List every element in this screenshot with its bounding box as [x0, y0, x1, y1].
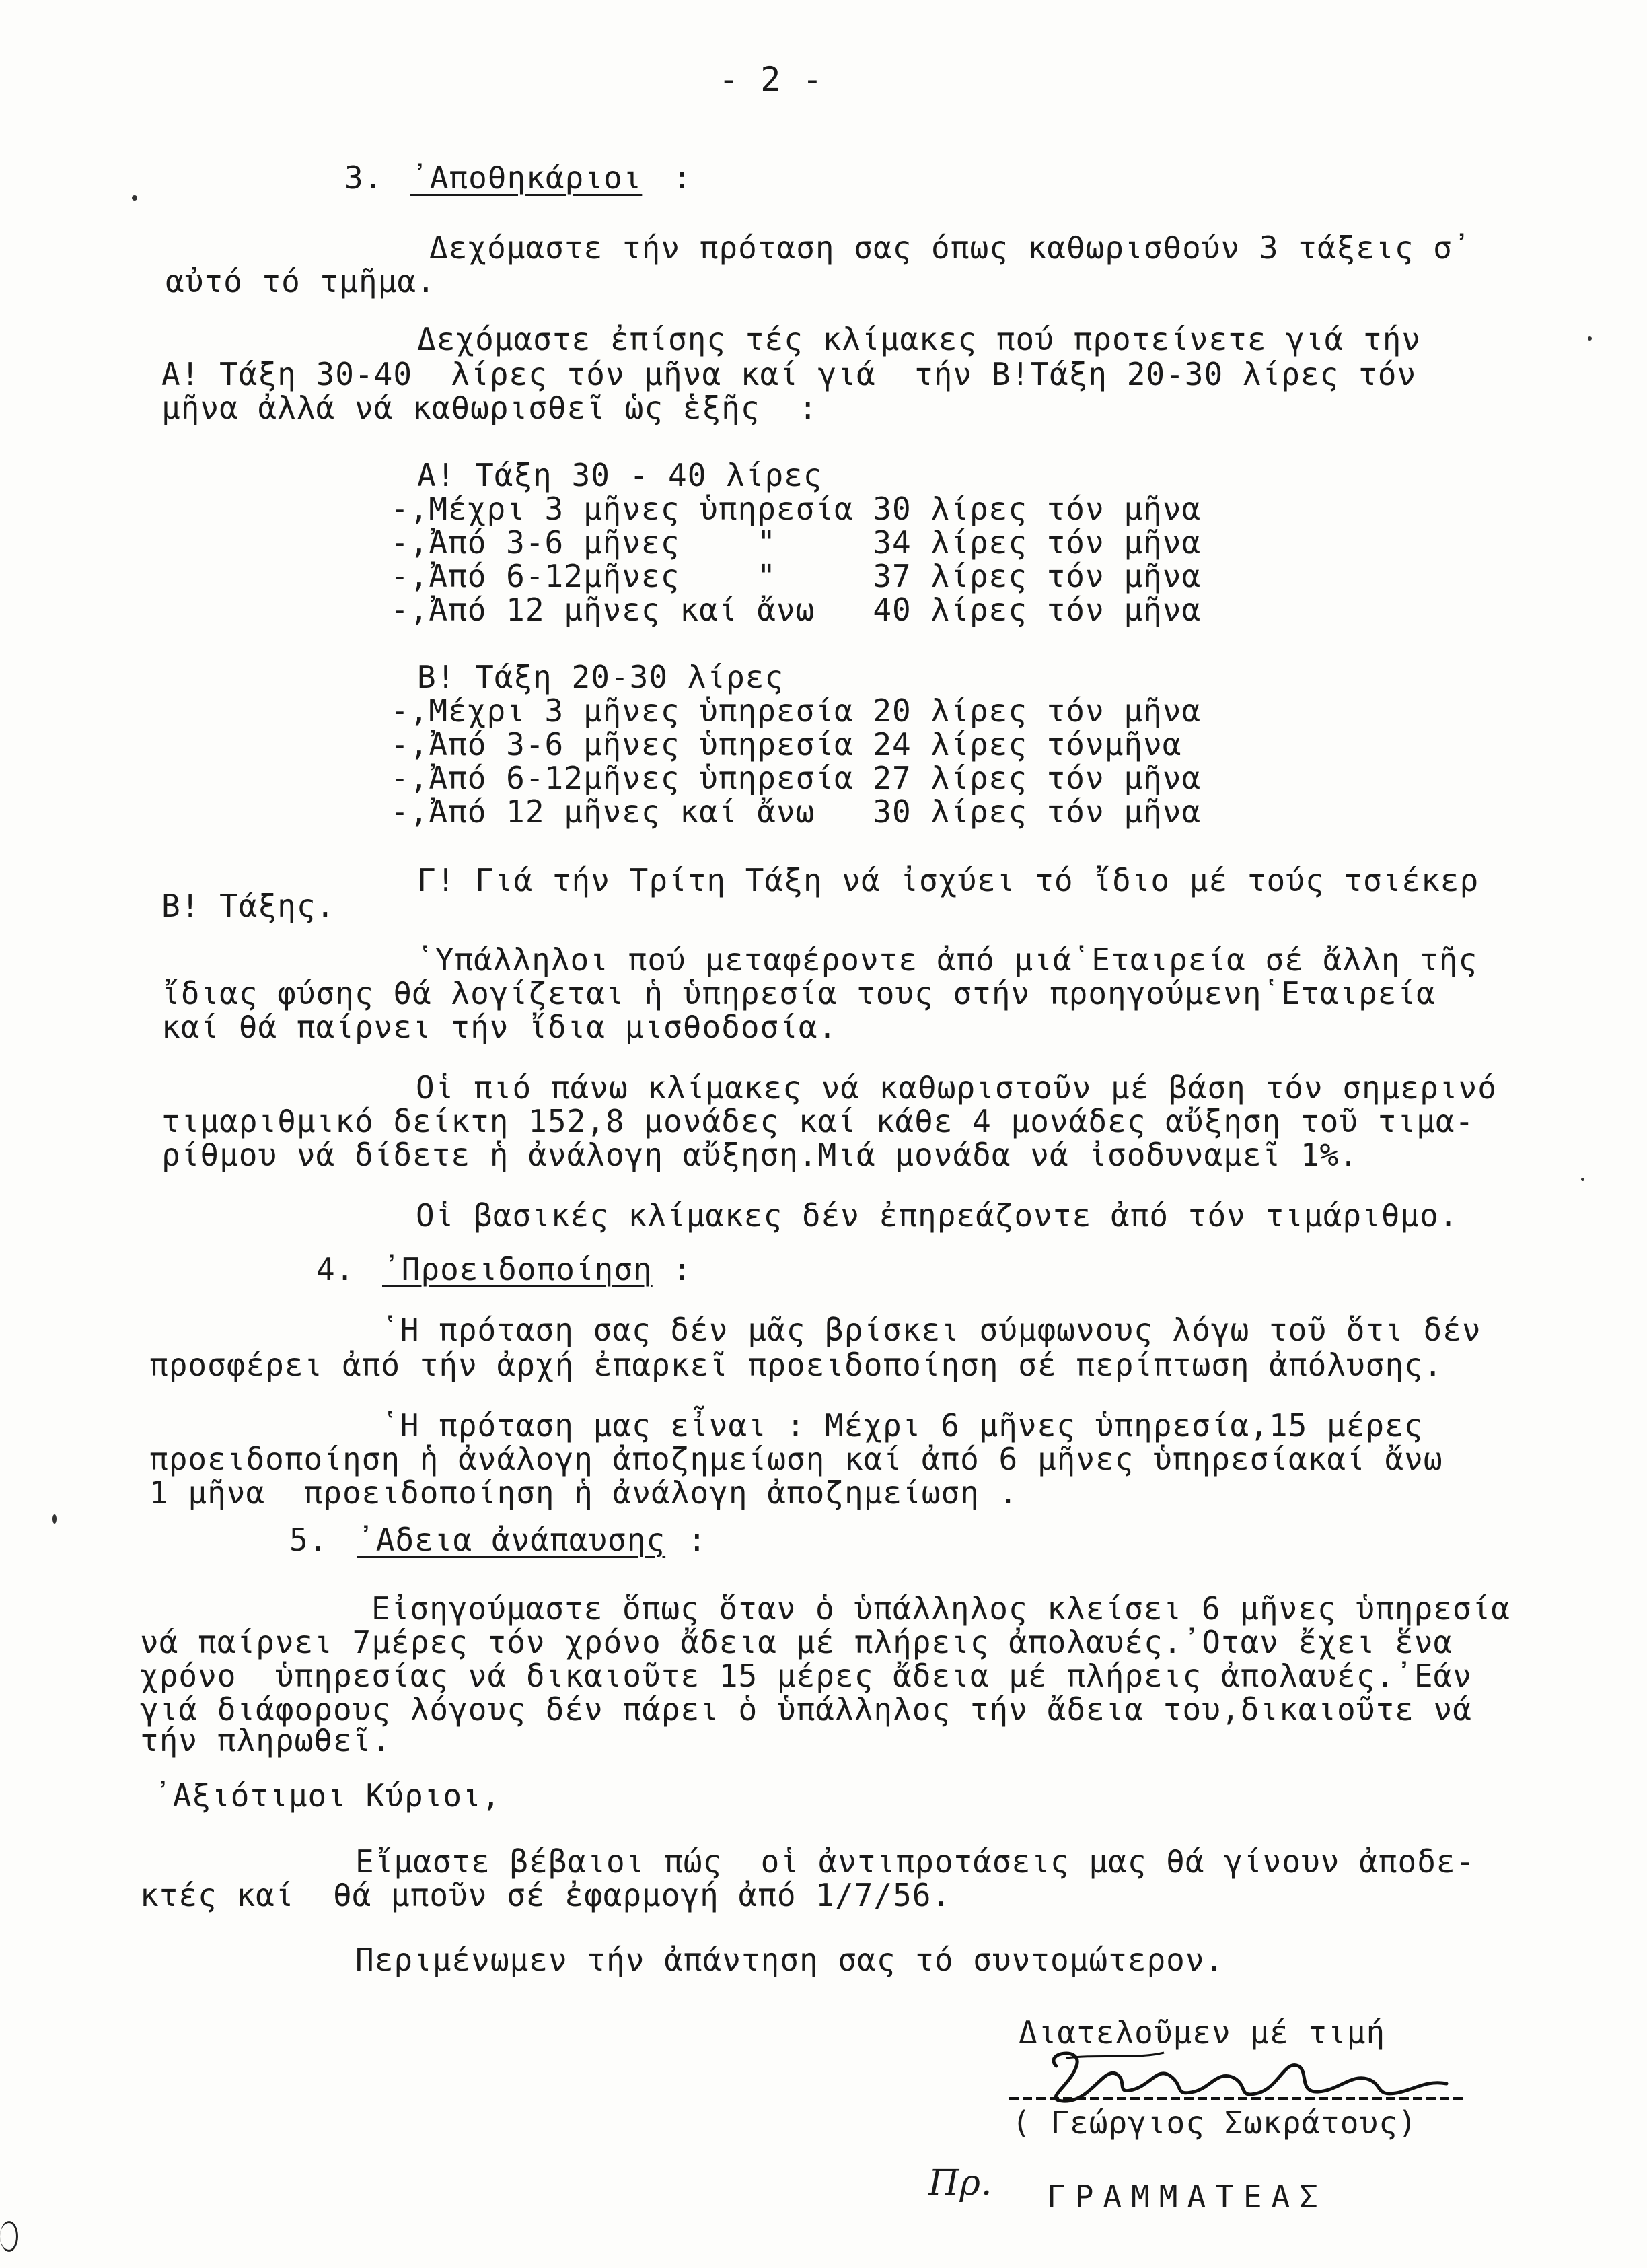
scan-speck [52, 1514, 57, 1524]
s3-p6-line1: Οἱ βασικές κλίμακες δέν ἐπηρεάζοντε ἀπό τόν τιμάριθμο. [416, 1197, 1459, 1234]
section-3-number: 3. [344, 160, 383, 196]
class-b-row: -,Ἀπό 3-6 μῆνες ὑπηρεσία 24 λίρες τόνμῆνα [390, 726, 1182, 763]
section-3-heading: ᾽Αποθηκάριοι [410, 160, 643, 196]
section-4-heading: ᾽Προειδοποίηση [382, 1251, 653, 1287]
class-b-row: -,Ἀπό 6-12μῆνες ὑπηρεσία 27 λίρες τόν μῆνα [390, 760, 1202, 796]
s4-p2-line2: προειδοποίηση ἡ ἀνάλογη ἀποζημείωση καί ἀπό 6 μῆνες ὑπηρεσίακαί ἄνω [149, 1441, 1443, 1477]
s5-p1-line3: χρόνο ὑπηρεσίας νά δικαιοῦτε 15 μέρες ἄδεια μέ πλήρεις ἀπολαυές.᾽Εάν [140, 1658, 1472, 1694]
s3-p4-line3: καί θά παίρνει τήν ἴδια μισθοδοσία. [161, 1009, 838, 1045]
class-a-row: -,Μέχρι 3 μῆνες ὑπηρεσία 30 λίρες τόν μῆνα [390, 491, 1202, 527]
s3-p2-line1: Δεχόμαστε ἐπίσης τές κλίμακες πού προτείνετε γιά τήν [417, 321, 1422, 357]
s4-p2-line3: 1 μῆνα προειδοποίηση ἡ ἀνάλογη ἀποζημείωση . [149, 1475, 1019, 1511]
salutation: ᾽Αξιότιμοι Κύριοι, [153, 1777, 501, 1814]
prefix: Πρ. [928, 2163, 993, 2203]
signatory-role: ΓΡΑΜΜΑΤΕΑΣ [1047, 2178, 1327, 2215]
closing-p1-line2: κτές καί θά μποῦν σέ ἐφαρμογή ἀπό 1/7/56. [140, 1877, 951, 1913]
section-5-number: 5. [289, 1522, 328, 1558]
s3-p1-line1: Δεχόμαστε τήν πρόταση σας όπως καθωρισθούν 3 τάξεις σ᾽ [429, 229, 1472, 266]
scan-speck [1588, 336, 1592, 341]
section-3-heading-colon: : [673, 160, 692, 196]
scan-speck [1581, 1178, 1584, 1181]
s3-p5-line2: τιμαριθμικό δείκτη 152,8 μονάδες καί κάθε 4 μονάδες αὔξηση τοῦ τιμα- [161, 1103, 1475, 1139]
s3-p5-line1: Οἱ πιό πάνω κλίμακες νά καθωριστοῦν μέ βάση τόν σημερινό [416, 1069, 1497, 1106]
section-4-number: 4. [316, 1251, 355, 1287]
s3-p1-line2: αὐτό τό τμῆμα. [166, 263, 436, 299]
regards: Διατελοῦμεν μέ τιμή [1019, 2014, 1386, 2051]
s3-p4-line2: ἴδιας φύσης θά λογίζεται ἡ ὑπηρεσία τους στήν προηγούμενη῾Εταιρεία [161, 975, 1436, 1012]
s5-p1-line5: τήν πληρωθεῖ. [140, 1722, 392, 1759]
scan-edge-mark [0, 2221, 18, 2252]
class-a-title: Α! Τάξη 30 - 40 λίρες [417, 457, 823, 493]
section-5-heading: ᾽Αδεια ἀνάπαυσης [357, 1522, 666, 1558]
s3-p2-line3: μῆνα ἀλλά νά καθωρισθεῖ ὡς ἑξῆς : [161, 390, 818, 426]
section-5-heading-colon: : [688, 1522, 707, 1558]
closing-p1-line1: Εἴμαστε βέβαιοι πώς οἱ ἀντιπροτάσεις μας θά γίνουν ἀποδε- [355, 1843, 1475, 1880]
closing-p2-line1: Περιμένωμεν τήν ἀπάντηση σας τό συντομώτερον. [355, 1942, 1224, 1978]
class-a-row: -,Ἀπό 6-12μῆνες " 37 λίρες τόν μῆνα [390, 558, 1202, 594]
class-b-row: -,Ἀπό 12 μῆνες καί ἄνω 30 λίρες τόν μῆνα [390, 793, 1202, 830]
s3-p2-line2: Α! Τάξη 30-40 λίρες τόν μῆνα καί γιά τήν Β!Τάξη 20-30 λίρες τόν [161, 356, 1417, 392]
s3-p3-line2: Β! Τάξης. [161, 888, 336, 924]
class-a-row: -,Ἀπό 12 μῆνες καί ἄνω 40 λίρες τόν μῆνα [390, 592, 1202, 628]
s3-p4-line1: ῾Υπάλληλοι πού μεταφέροντε ἀπό μιά῾Εταιρεία σέ ἄλλη τῆς [416, 942, 1478, 978]
page-number: - 2 - [719, 60, 824, 99]
s3-p3-line1: Γ! Γιά τήν Τρίτη Τάξη νά ἰσχύει τό ἴδιο μέ τούς τσιέκερ [417, 862, 1479, 898]
s4-p1-line2: προσφέρει ἀπό τήν ἀρχή ἐπαρκεῖ προειδοποίηση σέ περίπτωση ἀπόλυσης. [149, 1347, 1443, 1383]
s4-p2-line1: ῾Η πρόταση μας εἶναι : Μέχρι 6 μῆνες ὑπηρεσία,15 μέρες [381, 1407, 1424, 1444]
signatory-name: ( Γεώργιος Σωκράτους) [1012, 2104, 1418, 2141]
s3-p5-line3: ρίθμου νά δίδετε ἡ ἀνάλογη αὔξηση.Μιά μονάδα νά ἰσοδυναμεῖ 1%. [161, 1137, 1359, 1173]
s5-p1-line4: γιά διάφορους λόγους δέν πάρει ὁ ὑπάλληλος τήν ἄδεια του,δικαιοῦτε νά [140, 1691, 1472, 1728]
class-a-row: -,Ἀπό 3-6 μῆνες " 34 λίρες τόν μῆνα [390, 524, 1202, 561]
scan-speck [132, 195, 137, 201]
class-b-row: -,Μέχρι 3 μῆνες ὑπηρεσία 20 λίρες τόν μῆνα [390, 693, 1202, 729]
class-b-title: Β! Τάξη 20-30 λίρες [417, 659, 784, 695]
s4-p1-line1: ῾Η πρόταση σας δέν μᾶς βρίσκει σύμφωνους λόγω τοῦ ὅτι δέν [381, 1312, 1481, 1348]
section-4-heading-colon: : [673, 1251, 692, 1287]
s5-p1-line1: Εἰσηγούμαστε ὅπως ὅταν ὁ ὑπάλληλος κλείσει 6 μῆνες ὑπηρεσία [371, 1590, 1510, 1627]
s5-p1-line2: νά παίρνει 7μέρες τόν χρόνο ἄδεια μέ πλήρεις ἀπολαυές.᾽Οταν ἔχει ἕνα [140, 1624, 1453, 1660]
